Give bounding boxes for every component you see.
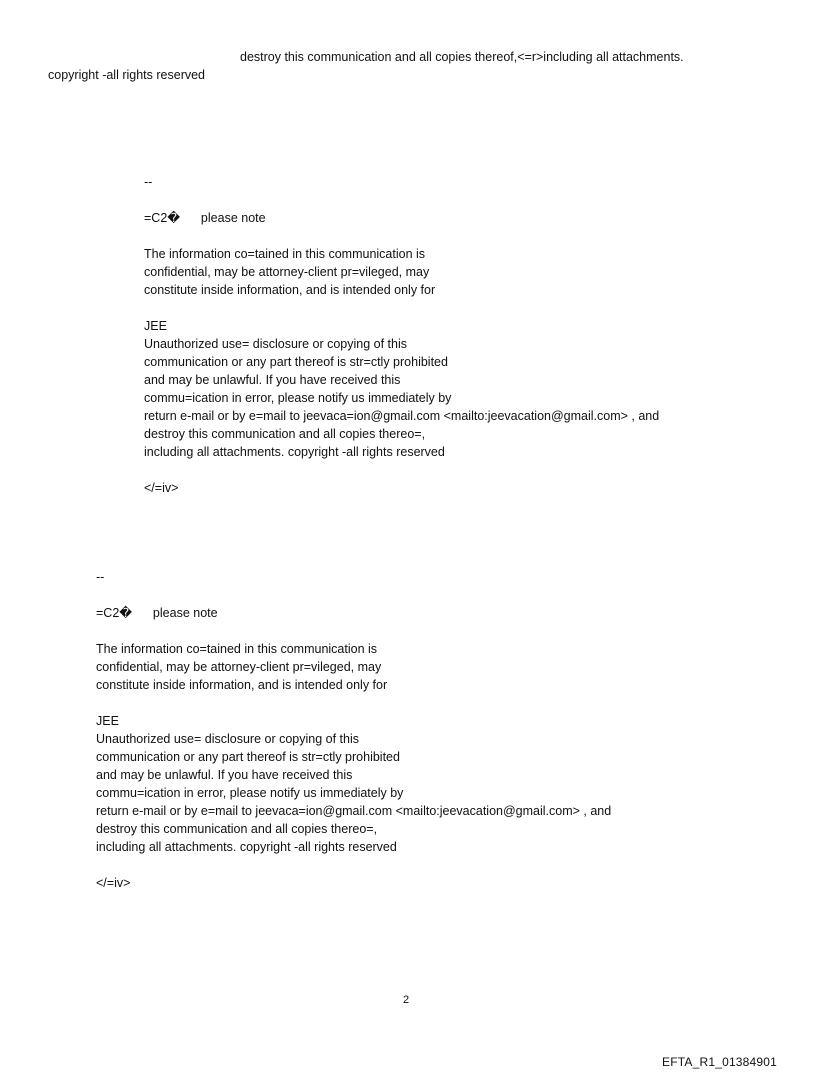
disclaimer-line: including all attachments. copyright -all rights reserved [144, 445, 445, 459]
info-paragraph-line: constitute inside information, and is intended only for [96, 678, 388, 692]
info-paragraph-line: constitute inside information, and is intended only for [144, 283, 436, 297]
info-paragraph-line: confidential, may be attorney-client pr=vileged, may [144, 265, 430, 279]
disclaimer-line: JEE [144, 319, 167, 333]
disclaimer-line: return e-mail or by e=mail to jeevaca=ion@gmail.com <mailto:jeevacation@gmail.com> , and [144, 409, 660, 423]
header-line-2: copyright -all rights reserved [48, 68, 206, 82]
info-paragraph-line: confidential, may be attorney-client pr=vileged, may [96, 660, 382, 674]
header-line-1: destroy this communication and all copies thereof,<=r>including all attachments. [240, 50, 684, 64]
disclaimer-line: including all attachments. copyright -all rights reserved [96, 840, 397, 854]
disclaimer-line: Unauthorized use= disclosure or copying of this [144, 337, 407, 351]
please-note-line: =C2� please note [144, 211, 266, 225]
info-paragraph-line: The information co=tained in this communication is [96, 642, 378, 656]
please-note-line: =C2� please note [96, 606, 218, 620]
disclaimer-line: destroy this communication and all copies thereo=, [96, 822, 378, 836]
separator-dashes: -- [96, 570, 105, 584]
info-paragraph-line: The information co=tained in this communication is [144, 247, 426, 261]
closing-tag-line: </=iv> [144, 481, 179, 495]
disclaimer-line: JEE [96, 714, 119, 728]
disclaimer-line: Unauthorized use= disclosure or copying of this [96, 732, 359, 746]
document-id: EFTA_R1_01384901 [662, 1055, 778, 1069]
page-number: 2 [403, 994, 410, 1006]
disclaimer-line: and may be unlawful. If you have received this [96, 768, 353, 782]
disclaimer-line: commu=ication in error, please notify us immediately by [96, 786, 404, 800]
separator-dashes: -- [144, 175, 153, 189]
disclaimer-line: and may be unlawful. If you have received this [144, 373, 401, 387]
email-signature-block-1 [144, 173, 659, 497]
disclaimer-line: commu=ication in error, please notify us immediately by [144, 391, 452, 405]
disclaimer-line: destroy this communication and all copies thereo=, [144, 427, 426, 441]
disclaimer-line: return e-mail or by e=mail to jeevaca=ion@gmail.com <mailto:jeevacation@gmail.com> , and [96, 804, 612, 818]
disclaimer-line: communication or any part thereof is str=ctly prohibited [144, 355, 448, 369]
disclaimer-line: communication or any part thereof is str=ctly prohibited [96, 750, 400, 764]
closing-tag-line: </=iv> [96, 876, 131, 890]
email-signature-block-2 [96, 568, 611, 892]
